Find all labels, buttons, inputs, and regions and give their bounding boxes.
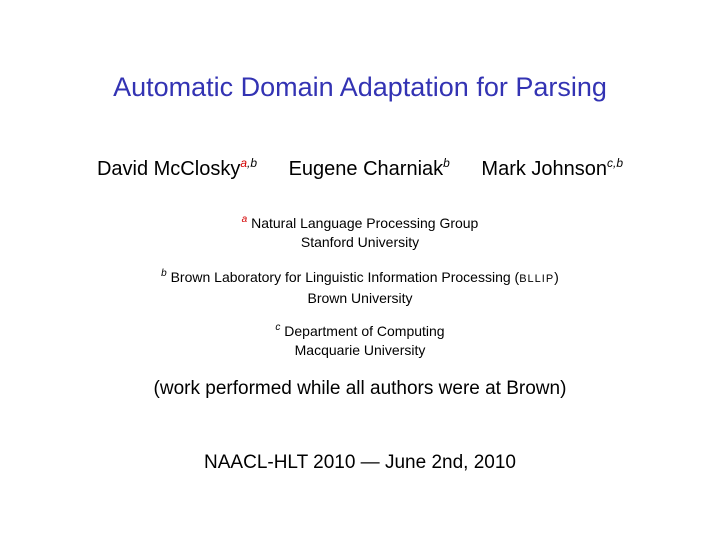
author-affil-mark: c,b <box>607 156 624 170</box>
author-name: Eugene Charniak <box>288 158 444 180</box>
affiliation-line-1 <box>0 322 720 341</box>
affil-mark-a: a <box>240 156 247 170</box>
affiliation-dept: Natural Language Processing Group <box>251 215 479 231</box>
author-name: David McClosky <box>96 158 241 180</box>
author-charniak <box>289 158 450 181</box>
slide-title: Automatic Domain Adaptation for Parsing <box>113 72 607 102</box>
venue-date: NAACL-HLT 2010 — June 2nd, 2010 <box>204 452 516 473</box>
affiliation-dept: Brown Laboratory for Linguistic Information Processing ( <box>170 269 520 285</box>
affil-mark-sep: , <box>247 156 251 170</box>
affiliation-institution: Brown University <box>307 290 413 306</box>
author-affil-mark: b <box>443 156 450 170</box>
affiliation-institution: Macquarie University <box>294 342 426 358</box>
author-mcclosky <box>97 158 257 181</box>
affil-mark-b: b <box>250 156 258 170</box>
author-list <box>0 158 720 181</box>
affiliation-line-1 <box>0 214 720 233</box>
affil-mark: a <box>241 214 248 225</box>
affil-mark: b <box>161 268 167 279</box>
affiliation-b <box>0 268 720 308</box>
affil-mark: c <box>275 322 281 333</box>
author-johnson <box>481 158 623 181</box>
affiliation-institution: Stanford University <box>300 234 420 250</box>
author-name: Mark Johnson <box>481 158 608 180</box>
affiliation-paren: ) <box>554 269 559 285</box>
affiliation-line-1 <box>0 268 720 289</box>
affiliation-c <box>0 322 720 360</box>
work-note: (work performed while all authors were at Brown) <box>153 378 567 399</box>
affiliation-acronym: BLLIP <box>519 273 555 285</box>
affiliation-a <box>0 214 720 252</box>
author-affil-mark <box>240 156 257 170</box>
affiliation-dept: Department of Computing <box>284 323 445 339</box>
